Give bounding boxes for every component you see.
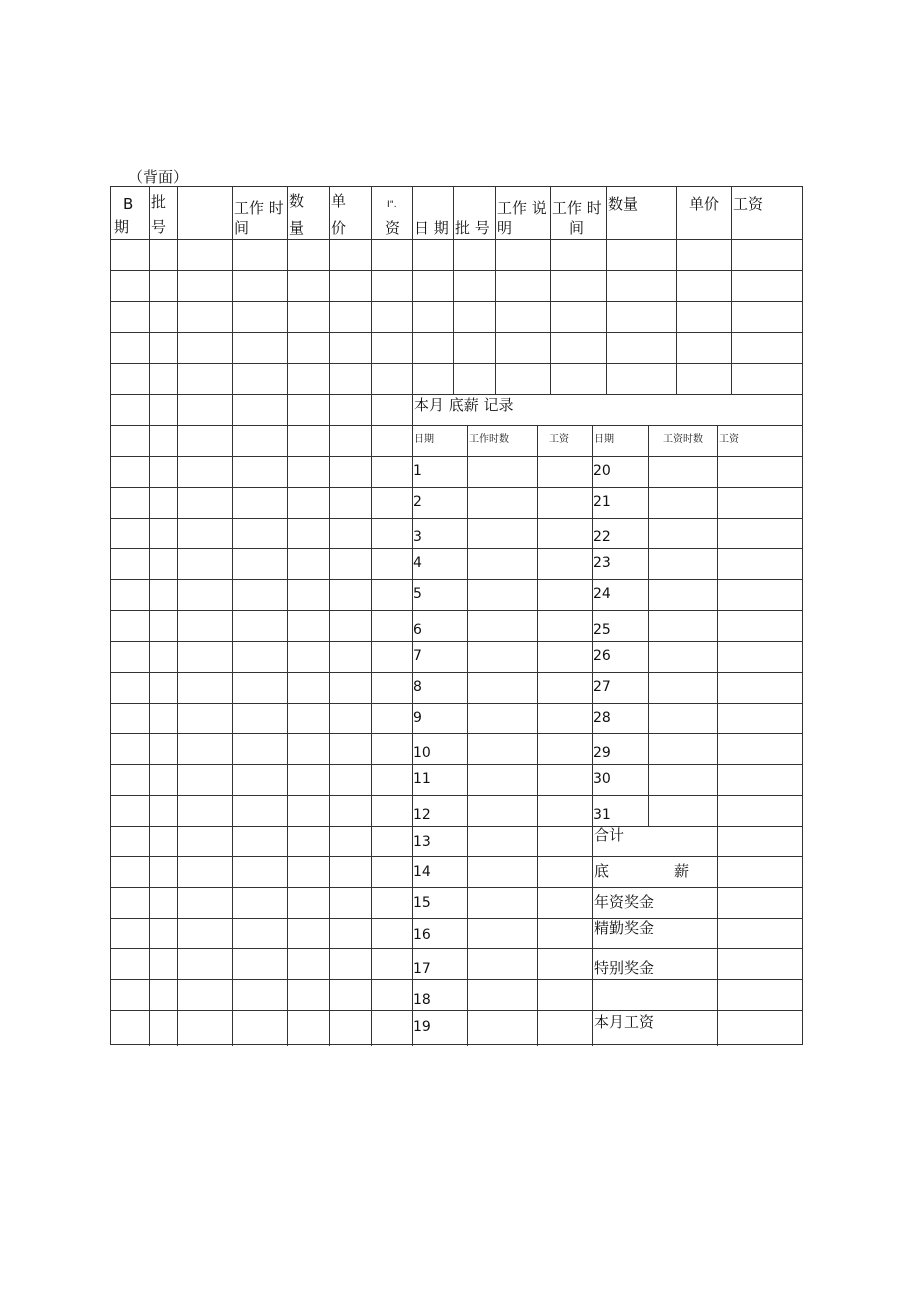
header-qty-line2: 量 (289, 219, 305, 237)
day-number: 17 (413, 961, 431, 977)
total-label: 合计 (594, 826, 625, 844)
grid-line (111, 918, 802, 919)
grid-line (111, 856, 802, 857)
base-pay-col-hours: 工作时数 (469, 434, 509, 445)
grid-line (111, 579, 802, 580)
grid-line (111, 518, 802, 519)
grid-line (111, 301, 802, 302)
day-number: 30 (593, 771, 611, 787)
header-right-desc-line1: 工作 说 (497, 199, 547, 217)
special-bonus-label: 特别奖金 (594, 959, 655, 977)
day-number: 16 (413, 927, 431, 943)
day-number: 15 (413, 895, 431, 911)
day-number: 1 (413, 463, 422, 479)
grid-line (111, 826, 802, 827)
grid-line (648, 425, 649, 827)
grid-line (111, 641, 802, 642)
day-number: 22 (593, 529, 611, 545)
grid-line (111, 672, 802, 673)
header-price-line1: 单 (331, 192, 347, 210)
day-number: 11 (413, 771, 431, 787)
day-number: 2 (413, 494, 422, 510)
header-right-price: 单价 (689, 195, 720, 213)
header-hours-line1: 工作 时 (234, 199, 284, 217)
grid-line (111, 425, 802, 426)
grid-line (111, 979, 802, 980)
header-right-batch: 批 号 (455, 219, 490, 237)
base-salary-label-2: 薪 (674, 862, 690, 880)
base-salary-label-1: 底 (594, 862, 610, 880)
monthly-wage-label: 本月工资 (594, 1013, 655, 1031)
grid-line (111, 363, 802, 364)
base-pay-col-hours2: 工资时数 (663, 434, 703, 445)
grid-line (111, 548, 802, 549)
header-right-hours-line1: 工作 时 (552, 199, 602, 217)
day-number: 7 (413, 648, 422, 664)
header-wage-line2: 资 (385, 219, 401, 237)
header-right-qty: 数量 (608, 195, 639, 213)
grid-line (111, 764, 802, 765)
day-number: 8 (413, 679, 422, 695)
day-number: 19 (413, 1019, 431, 1035)
day-number: 26 (593, 648, 611, 664)
grid-line (111, 332, 802, 333)
grid-line (111, 703, 802, 704)
header-qty-line1: 数 (289, 192, 305, 210)
grid-line (111, 610, 802, 611)
base-pay-col-wage2: 工资 (719, 434, 739, 445)
day-number: 23 (593, 555, 611, 571)
header-date-line1: B (123, 195, 134, 213)
day-number: 14 (413, 864, 431, 880)
day-number: 29 (593, 745, 611, 761)
header-right-hours-line2: 间 (569, 219, 585, 237)
header-date-line2: 期 (114, 218, 130, 236)
page-label: （背面） (128, 168, 189, 186)
day-number: 27 (593, 679, 611, 695)
header-wage-line1: I". (387, 200, 397, 210)
day-number: 4 (413, 555, 422, 571)
header-right-desc-line2: 明 (497, 219, 513, 237)
grid-line (111, 487, 802, 488)
grid-line (111, 394, 802, 395)
day-number: 25 (593, 622, 611, 638)
header-right-wage: 工资 (733, 195, 764, 213)
grid-line (111, 795, 802, 796)
day-number: 13 (413, 834, 431, 850)
day-number: 21 (593, 494, 611, 510)
grid-line (111, 1010, 802, 1011)
day-number: 12 (413, 807, 431, 823)
day-number: 6 (413, 622, 422, 638)
base-pay-col-date: 日期 (414, 434, 434, 445)
header-batch-line2: 号 (151, 218, 167, 236)
day-number: 10 (413, 745, 431, 761)
grid-line (111, 948, 802, 949)
seniority-bonus-label: 年资奖金 (594, 893, 655, 911)
grid-line (111, 270, 802, 271)
day-number: 24 (593, 586, 611, 602)
base-pay-title: 本月 底薪 记录 (414, 396, 514, 414)
day-number: 31 (593, 807, 611, 823)
header-right-date: 日 期 (414, 219, 449, 237)
grid-line (111, 887, 802, 888)
header-price-line2: 价 (331, 219, 347, 237)
day-number: 20 (593, 463, 611, 479)
grid-line (111, 239, 802, 240)
attendance-bonus-label: 精勤奖金 (594, 919, 655, 937)
wage-record-table (110, 186, 803, 1045)
grid-line (111, 733, 802, 734)
day-number: 5 (413, 586, 422, 602)
header-batch-line1: 批 (151, 193, 167, 211)
day-number: 28 (593, 710, 611, 726)
base-pay-col-wage: 工资 (549, 434, 569, 445)
base-pay-col-date2: 日期 (594, 434, 614, 445)
grid-line (111, 456, 802, 457)
day-number: 18 (413, 992, 431, 1008)
day-number: 3 (413, 529, 422, 545)
day-number: 9 (413, 710, 422, 726)
header-hours-line2: 间 (234, 219, 250, 237)
